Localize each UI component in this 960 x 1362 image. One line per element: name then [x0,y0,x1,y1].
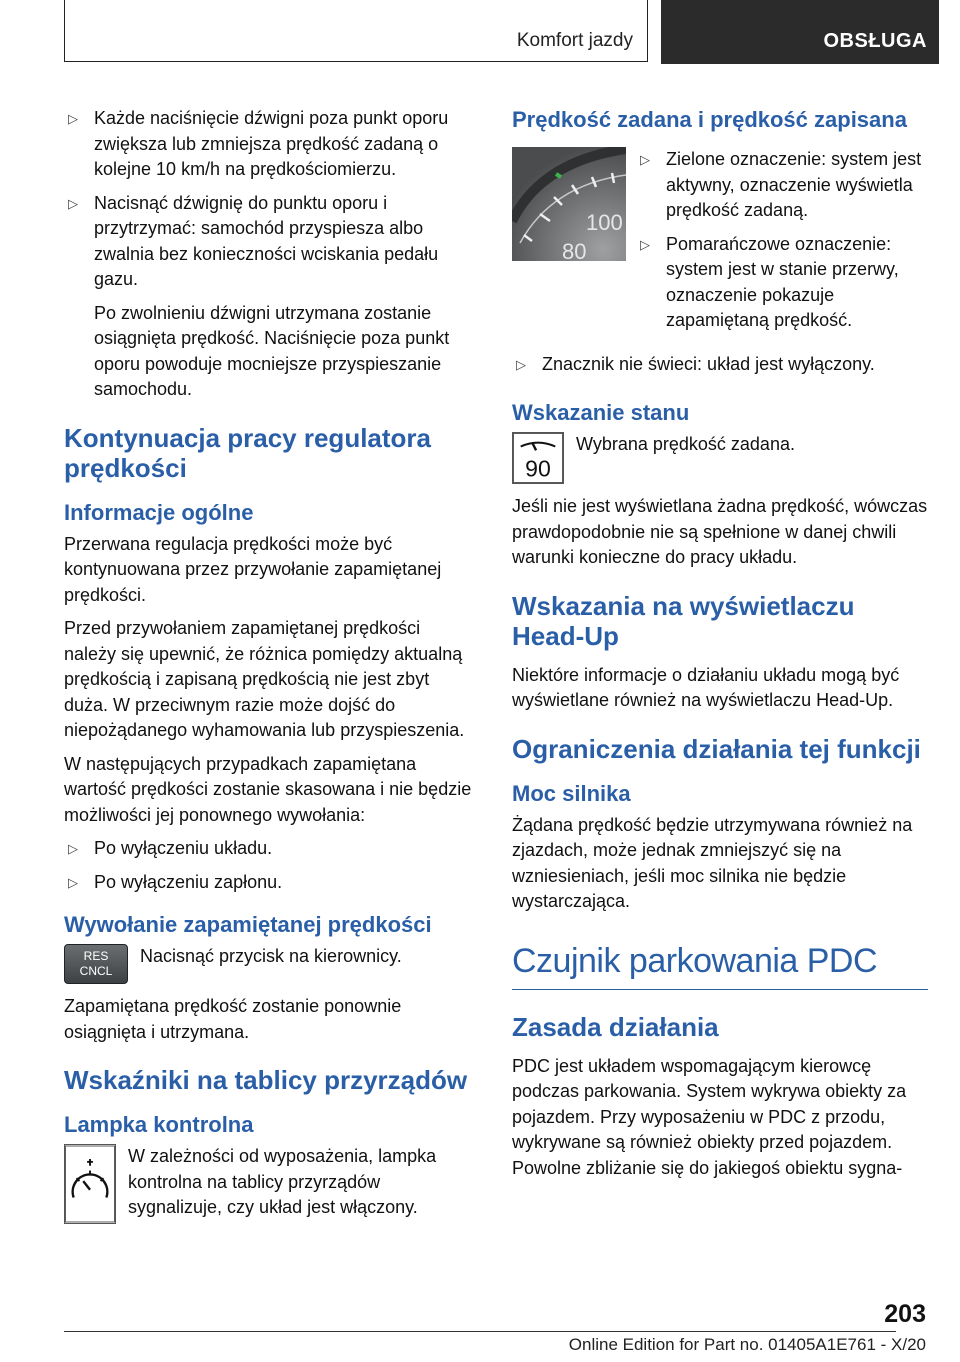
lamp-text: W zależności od wyposażenia, lampka kontrolna na tablicy przyrządów sygnalizuje, czy układ jest włączony. [128,1146,437,1217]
recall-row [64,944,476,984]
paragraph: Przed przywołaniem zapamiętanej prędkości należy się upewnić, że różnica pomiędzy aktualną prędkością i zapisaną prędkością nie jest zbyt duża. W przeciwnym razie może dojść do niepożądanego wyhamowania lub przyspieszenia. [64,618,465,740]
footer-divider [64,1331,896,1332]
heading-indicators: Wskaźniki na tablicy przyrządów [64,1065,468,1095]
heading-limits: Ograniczenia działania tej funkcji [512,733,921,764]
right-column [512,106,928,1189]
list-item-text: Pomarańczowe oznaczenie: system jest w stanie przerwy, oznaczenie pokazuje zapamiętaną prędkość. [666,233,899,330]
page-number: 203 [884,1300,926,1328]
chapter-tab-label: OBSŁUGA [823,30,927,52]
list-item-text: Po wyłączeniu zapłonu. [94,871,283,892]
triangle-bullet-icon: ▷ [516,356,526,372]
paragraph: Zapamiętana prędkość zostanie ponownie osiągnięta i utrzymana. [64,996,402,1042]
set-speed-status-icon [512,432,564,484]
header-bar [64,0,648,62]
paragraph: W następujących przypadkach zapamiętana wartość prędkości zostanie skasowana i nie będzie możliwości jej ponownego wywołania: [64,753,472,825]
list-item [64,106,476,183]
heading-speed: Prędkość zadana i prędkość zapisana [512,107,907,132]
list-item-text: Nacisnąć dźwignię do punktu oporu i przytrzymać: samochód przyspiesza albo zwalnia bez konieczności wciskania pedału gazu. [94,192,439,289]
paragraph: PDC jest układem wspomagającym kierowcę podczas parkowania. System wykrywa obiekty za pojazdem. Przy wyposażeniu w PDC z przodu, wykrywane są również obiekty przed pojazdem. Powolne zbliżanie się do jakiegoś obiektu sygna- [512,1055,907,1178]
footer-edition: Online Edition for Part no. 01405A1E761 - X/20 [568,1335,926,1354]
list-item [636,147,928,224]
lamp-row [64,1144,476,1224]
speedometer-image [512,147,626,261]
res-label: RES [83,949,109,963]
speed-control-lamp-icon [64,1144,116,1224]
paragraph: Jeśli nie jest wyświetlana żadna prędkość, wówczas prawdopodobnie nie są spełnione w danej chwili warunki konieczne do pracy układu. [512,496,928,567]
cncl-label: CNCL [79,964,113,978]
triangle-bullet-icon: ▷ [68,195,78,211]
list-item-text: Znacznik nie świeci: układ jest wyłączony. [542,353,875,374]
left-column [64,106,476,1234]
list-item [64,836,476,862]
list-item [636,232,928,334]
heading-engine: Moc silnika [512,780,631,806]
triangle-bullet-icon: ▷ [68,111,78,126]
heading-recall: Wywołanie zapamiętanej prędkości [64,912,432,937]
heading-continue: Kontynuacja pracy regulatora prędkości [64,422,431,483]
section-title: Komfort jazdy [516,30,633,51]
list-item [512,352,928,378]
status-text: Wybrana prędkość zadana. [576,434,795,454]
list-item [64,191,476,293]
paragraph: Żądana prędkość będzie utrzymywana również na zjazdach, może jednak zmniejszyć się na wzniesieniach, jeśli moc silnika nie będzie wystarczająca. [512,814,913,911]
triangle-bullet-icon: ▷ [640,236,650,252]
heading-general: Informacje ogólne [64,499,254,525]
paragraph: Niektóre informacje o działaniu układu mogą być wyświetlane również na wyświetlaczu Head-Up. [512,664,900,710]
heading-hud: Wskazania na wyświetlaczu Head-Up [512,590,855,651]
status-row [512,432,928,484]
heading-lamp: Lampka kontrolna [64,1112,254,1137]
list-item-text: Zielone oznaczenie: system jest aktywny, oznaczenie wyświetla prędkość zadaną. [666,149,922,220]
triangle-bullet-icon: ▷ [640,152,650,167]
res-cncl-button-icon [64,944,128,984]
triangle-bullet-icon: ▷ [68,874,78,890]
paragraph: Przerwana regulacja prędkości może być kontynuowana przez przywołanie zapamiętanej prędkości. [64,533,442,605]
paragraph: Po zwolnieniu dźwigni utrzymana zostanie osiągnięta prędkość. Naciśnięcie poza punkt oporu powoduje mocniejsze przyspieszanie samochodu. [94,302,450,399]
status-speed-number: 90 [525,455,551,482]
speedo-100-label: 100 [586,210,623,235]
list-item-text: Każde naciśnięcie dźwigni poza punkt oporu zwiększa lub zmniejsza prędkość zadaną o kolejne 10 km/h na prędkościomierzu. [94,108,449,179]
triangle-bullet-icon: ▷ [68,841,78,856]
heading-status: Wskazanie stanu [512,400,690,425]
recall-text: Nacisnąć przycisk na kierownicy. [140,946,402,966]
heading-pdc: Czujnik parkowania PDC [512,941,928,990]
chapter-tab [661,0,939,64]
list-item-text: Po wyłączeniu układu. [94,838,273,858]
speed-bullets [636,147,928,342]
heading-principle: Zasada działania [512,1011,719,1042]
speed-row [512,147,928,342]
list-item [64,870,476,896]
speedo-80-label: 80 [562,239,587,261]
